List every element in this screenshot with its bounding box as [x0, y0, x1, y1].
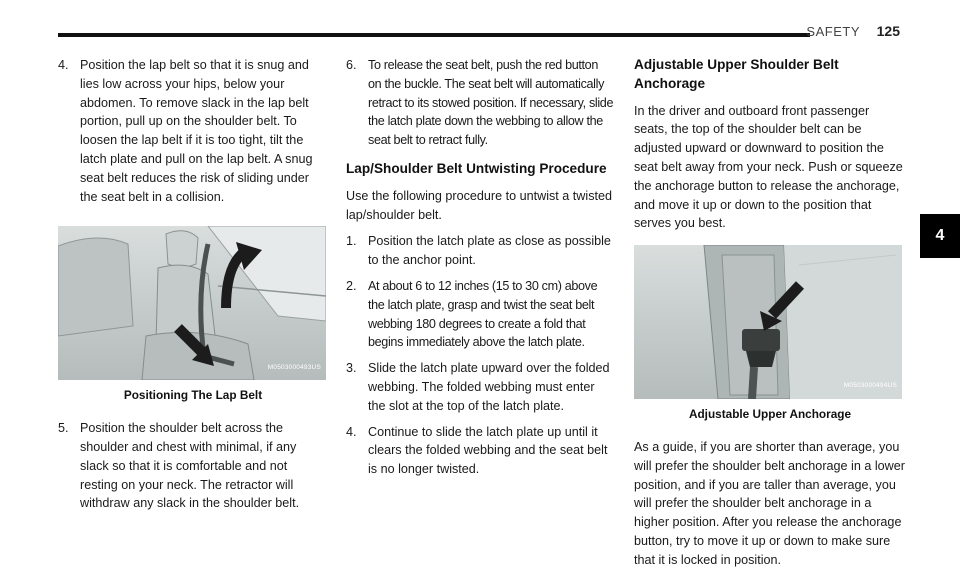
list-number: 4. — [346, 424, 357, 439]
list-item — [58, 56, 328, 206]
list-number: 6. — [346, 58, 357, 72]
list-item — [346, 232, 614, 270]
list-number: 5. — [58, 421, 69, 436]
section-heading: Adjustable Upper Shoulder Belt Anchorage — [634, 57, 839, 91]
anchorage-drawing — [634, 245, 902, 399]
running-head: SAFETY — [806, 24, 860, 39]
list-text: Slide the latch plate upward over the folded webbing. The folded webbing must enter the slot at the top of the latch plate. — [368, 361, 610, 413]
figure-caption: Adjustable Upper Anchorage — [688, 407, 852, 422]
list-text: Continue to slide the latch plate up until it clears the folded webbing and the seat belt is no longer twisted. — [368, 424, 608, 477]
list-text: Position the lap belt so that it is snug and lies low across your hips, below your abdomen. To remove slack in the lap belt portion, pull up on the shoulder belt. To loosen the lap belt if it is too tight, tilt the latch plate and pull on the lap belt. A snug seat belt reduces the risk of sliding under the seat belt in a collision. — [80, 58, 313, 204]
figure-code: M0503000494US — [843, 382, 897, 390]
list-text: Position the latch plate as close as possible to the anchor point. — [368, 234, 611, 268]
page-number: 125 — [876, 23, 900, 39]
column-left — [58, 56, 328, 521]
list-number: 1. — [346, 234, 357, 249]
lap-belt-illustration — [58, 226, 326, 380]
list-item — [58, 419, 328, 513]
paragraph: As a guide, if you are shorter than average, you will prefer the shoulder belt anchorage in a lower position, and if you are taller than average, you will prefer the shoulder belt anchorage in a higher position. After you release the anchorage button, try to move it up or down to make sure that it is locked in position. — [634, 439, 905, 567]
column-middle — [346, 56, 614, 486]
paragraph: In the driver and outboard front passenger seats, the top of the shoulder belt can be adjusted upward or downward to position the seat belt away from your neck. Push or squeeze the anchorage button to release the anchorage, and move it up or down to the position that serves you best. — [634, 103, 903, 231]
list-text: Position the shoulder belt across the shoulder and chest with minimal, if any slack so that it is comfortable and not resting on your neck. The retractor will withdraw any slack in the shoulder belt. — [80, 421, 300, 511]
list-number: 2. — [346, 278, 357, 293]
figure-code: M0503000493US — [267, 363, 321, 371]
list-number: 3. — [346, 361, 357, 376]
figure-caption: Positioning The Lap Belt — [123, 388, 263, 403]
header-rule — [58, 33, 810, 37]
list-number: 4. — [58, 58, 69, 72]
list-item — [346, 56, 614, 150]
column-right — [634, 56, 906, 578]
list-text: At about 6 to 12 inches (15 to 30 cm) above the latch plate, grasp and twist the seat belt webbing 180 degrees to create a fold that begins immediately above the latch plate. — [368, 278, 598, 350]
anchorage-illustration — [634, 245, 902, 399]
list-item — [346, 277, 614, 352]
paragraph: Use the following procedure to untwist a twisted lap/shoulder belt. — [346, 188, 613, 222]
list-item — [346, 359, 614, 415]
lap-belt-drawing — [58, 226, 326, 380]
list-item — [346, 423, 614, 479]
chapter-tab[interactable]: 4 — [920, 214, 960, 258]
section-heading: Lap/Shoulder Belt Untwisting Procedure — [346, 160, 607, 176]
list-text: To release the seat belt, push the red button on the buckle. The seat belt will automatically retract to its stowed position. If necessary, slide the latch plate down the webbing to allow the seat belt to retract fully. — [368, 58, 614, 148]
